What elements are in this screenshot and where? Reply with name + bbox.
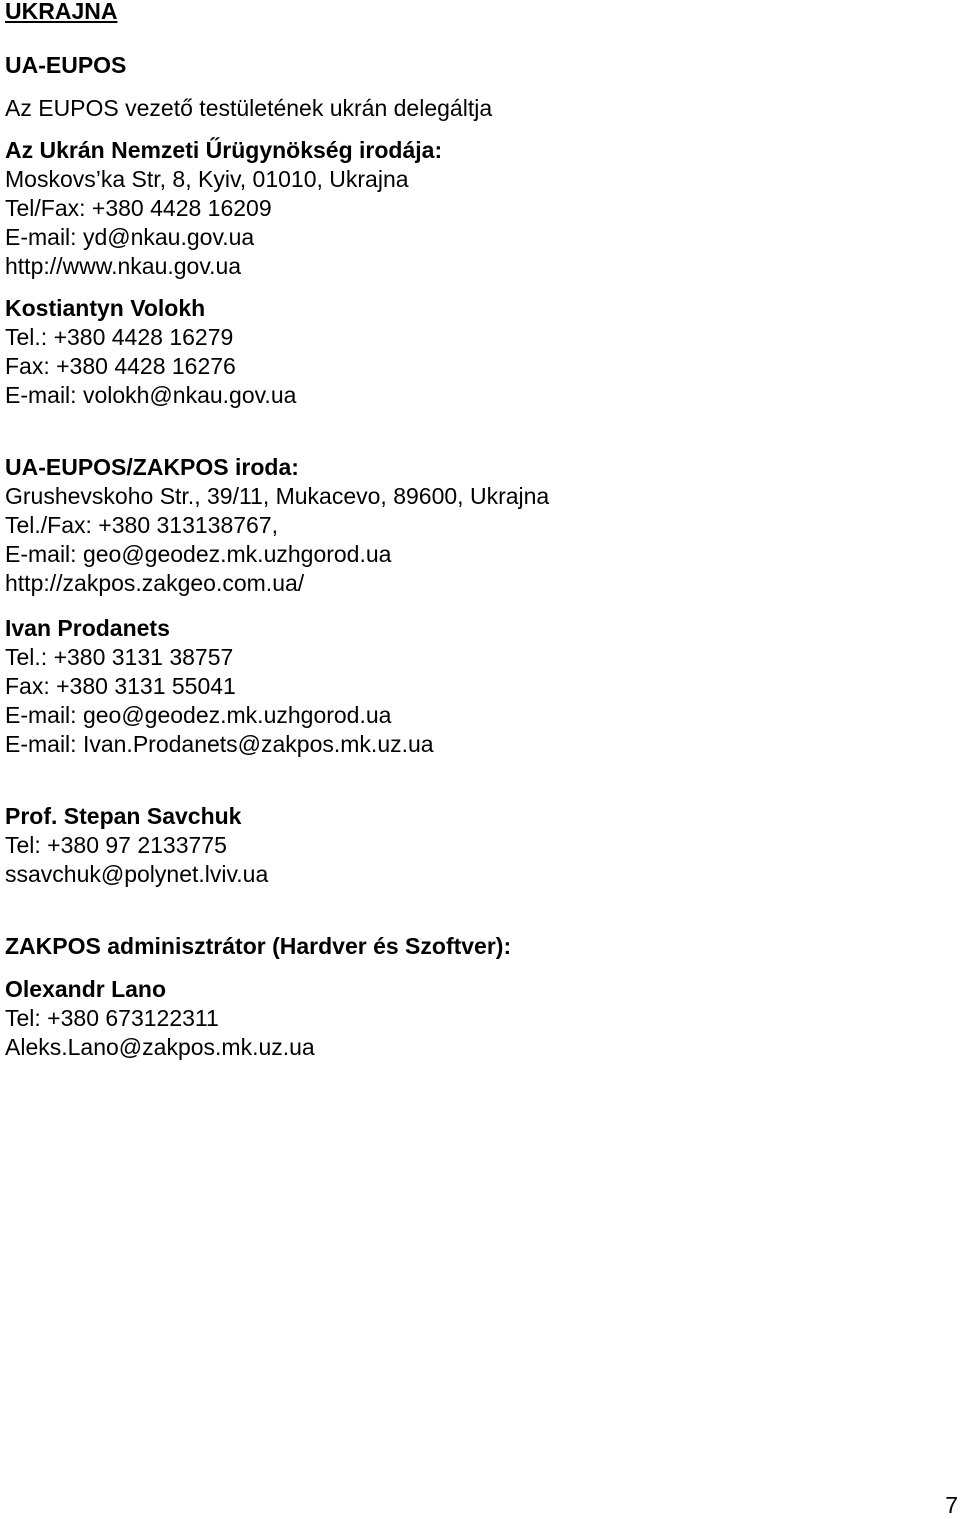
volokh-block	[5, 294, 945, 410]
prodanets-name: Ivan Prodanets	[5, 615, 170, 641]
nkau-office-telfax: Tel/Fax: +380 4428 16209	[5, 195, 272, 221]
zakpos-office-web: http://zakpos.zakgeo.com.ua/	[5, 570, 305, 596]
volokh-fax: Fax: +380 4428 16276	[5, 353, 236, 379]
zakpos-office-telfax: Tel./Fax: +380 313138767,	[5, 512, 279, 538]
spacer	[5, 281, 945, 294]
nkau-office-address: Moskovs’ka Str, 8, Kyiv, 01010, Ukrajna	[5, 166, 409, 192]
admin-heading: ZAKPOS adminisztrátor (Hardver és Szoftver):	[5, 933, 512, 959]
volokh-name: Kostiantyn Volokh	[5, 295, 206, 321]
admin-name: Olexandr Lano	[5, 976, 167, 1002]
zakpos-office-heading: UA-EUPOS/ZAKPOS iroda:	[5, 454, 299, 480]
admin-tel: Tel: +380 673122311	[5, 1005, 219, 1031]
nkau-office-block	[5, 136, 945, 281]
volokh-tel: Tel.: +380 4428 16279	[5, 324, 234, 350]
admin-email: Aleks.Lano@zakpos.mk.uz.ua	[5, 1034, 315, 1060]
zakpos-office-block	[5, 453, 945, 598]
delegate-intro: Az EUPOS vezető testületének ukrán delegáltja	[5, 95, 493, 121]
spacer	[5, 889, 945, 932]
program-title: UA-EUPOS	[5, 52, 127, 78]
volokh-email: E-mail: volokh@nkau.gov.ua	[5, 382, 297, 408]
savchuk-tel: Tel: +380 97 2133775	[5, 832, 227, 858]
spacer	[5, 759, 945, 802]
spacer	[5, 598, 945, 614]
prodanets-block	[5, 614, 945, 759]
country-title: UKRAJNA	[5, 0, 118, 24]
nkau-office-email: E-mail: yd@nkau.gov.ua	[5, 224, 255, 250]
nkau-office-heading: Az Ukrán Nemzeti Űrügynökség irodája:	[5, 137, 443, 163]
zakpos-office-address: Grushevskoho Str., 39/11, Mukacevo, 89600, Ukrajna	[5, 483, 550, 509]
prodanets-fax: Fax: +380 3131 55041	[5, 673, 236, 699]
prodanets-email2: E-mail: Ivan.Prodanets@zakpos.mk.uz.ua	[5, 731, 434, 757]
page-number: 7	[945, 1492, 958, 1518]
spacer	[5, 410, 945, 453]
prodanets-email1: E-mail: geo@geodez.mk.uzhgorod.ua	[5, 702, 392, 728]
document-page	[5, 0, 945, 1062]
spacer	[5, 961, 945, 975]
prodanets-tel: Tel.: +380 3131 38757	[5, 644, 234, 670]
savchuk-block	[5, 802, 945, 889]
admin-block	[5, 932, 945, 1062]
savchuk-name: Prof. Stepan Savchuk	[5, 803, 242, 829]
spacer	[5, 123, 945, 136]
zakpos-office-email: E-mail: geo@geodez.mk.uzhgorod.ua	[5, 541, 392, 567]
savchuk-email: ssavchuk@polynet.lviv.ua	[5, 861, 269, 887]
spacer	[5, 24, 945, 49]
spacer	[5, 80, 945, 94]
nkau-office-web: http://www.nkau.gov.ua	[5, 253, 242, 279]
